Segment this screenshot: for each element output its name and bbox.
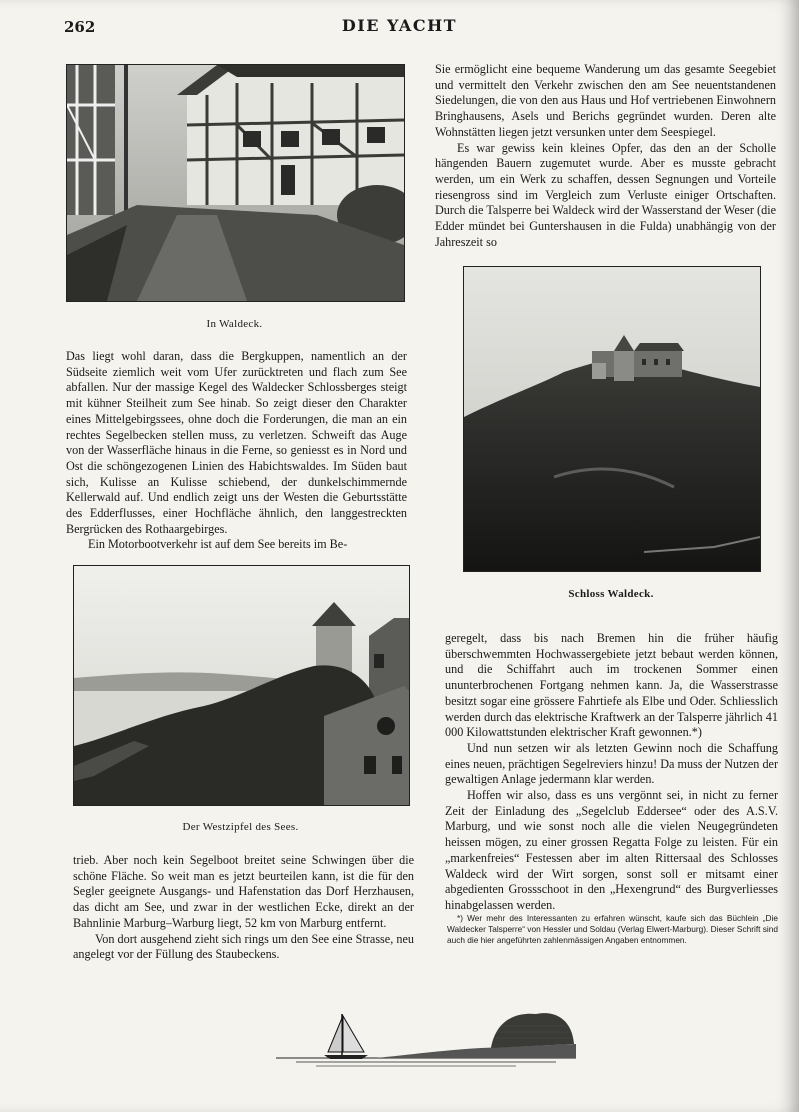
sailboat-vignette [276,1000,576,1072]
right-column-text-1 [435,62,776,250]
paragraph: Sie ermöglicht eine bequeme Wanderung um das gesamte Seegebiet und vermittelt den Verkehr zwischen den am See neuentstandenen Siedelungen, die von den aus Haus und Hof vertriebenen Einwohnern Bringhausens, Asels und Berichs gegründet wurden. Deren alte Wohnstätten liegen jetzt versunken unter dem Seespiegel. [435,62,776,139]
village-caption: In Waldeck. [206,318,263,330]
paragraph: Hoffen wir also, dass es uns vergönnt sei, in nicht zu ferner Zeit der Einladung des „Segelclub Eddersee“ oder des A.S.V. Marburg, und wie sonst noch alle die vielen Neugegründeten heissen mögen, zu einer grossen Regatta Folge zu leisten. Für ein „markenfreies“ Festessen aber im alten Rittersaal des Schlosses Waldeck wird der Wirt sorgen, sonst soll er mitsamt einer abgedienten Grossschoot in den „Hexengrund“ des Burgverliesses hinabgelassen werden. [445,788,778,912]
footnote [447,913,778,946]
lake-photo [73,565,410,806]
village-street-photo [66,64,405,302]
paragraph: Es war gewiss kein kleines Opfer, das den an der Scholle hängenden Bauern zugemutet wurde. Aber es musste gebracht werden, um ein Werk zu schaffen, dessen Segnungen und Vorteile riesengross sind im Vergleich zum Verluste einiger Ortschaften. Durch die Talsperre bei Waldeck wird der Wasserstand der Weser (die Edder mündet bei Guntershausen in die Fulda) unabhängig von der Jahreszeit so [435,140,776,249]
running-title: DIE YACHT [341,16,458,35]
paragraph: geregelt, dass bis nach Bremen hin die früher häufig überschwemmten Hochwassergebiete jetzt bebaut werden können, und die Schiffahrt auch im trockenen Sommer einen ununterbrochenen Fortgang nehmen kann. Ja, die Wasserstrasse besitzt sogar eine grössere Fahrtiefe als Elbe und Oder. Schliesslich werden durch das elektrische Kraftwerk an der Talsperre jährlich 41 000 Kilowattstunden elektrischer Kraft gewonnen.*) [445,631,778,740]
left-column-text-1 [66,349,407,553]
paragraph: Das liegt wohl daran, dass die Bergkuppen, namentlich an der Südseite ziemlich weit vom Ufer zurücktreten und flach zum See abfallen. Nur der massige Kegel des Waldecker Schlossberges steigt mit kühner Steilheit zum See hinab. So zeigt dieser den Charakter eines Mittelgebirgssees, ohne doch die Forderungen, die man an ein rechtes Segelbecken stellen muss, zu verletzen. Schweift das Auge von der Wasserfläche hinaus in die Ferne, so geniesst es in Nord und Ost die schöngezogenen Linien des Habichtswaldes. Im Süden baut sich, Kulisse an Kulisse schiebend, der dunkelschimmernde Kellerwald auf. Und endlich zeigt uns der Westen die Geburtsstätte des Edderflusses, einer Hochfläche ähnlich, den langgestreckten Bergrücken des Rothaargebirges. [66,349,407,536]
castle-caption: Schloss Waldeck. [568,588,654,600]
paragraph: Von dort ausgehend zieht sich rings um den See eine Strasse, neu angelegt vor der Füllung des Staubeckens. [73,931,414,962]
paragraph: Und nun setzen wir als letzten Gewinn noch die Schaffung eines neuen, prächtigen Segelreviers hinzu! Da muss der Nutzen der gewaltigen Anlage jedermann klar werden. [445,740,779,787]
right-column-text-2 [445,631,778,914]
paragraph: trieb. Aber noch kein Segelboot breitet seine Schwingen über die schöne Fläche. So weit man es jetzt beurteilen kann, ist die für den Segler geeignete Ausgangs- und Hafenstation das Dorf Herzhausen, das dicht am See, und zwar in der westlichen Ecke, direkt an der Bahnlinie Marburg–Warburg liegt, 52 km von Marburg entfernt. [73,853,414,930]
castle-photo [463,266,761,572]
paragraph: Ein Motorbootverkehr ist auf dem See bereits im Be- [88,537,348,552]
lake-caption: Der Westzipfel des Sees. [182,821,299,833]
left-column-text-2 [73,853,414,963]
page-number: 262 [64,18,96,36]
footnote-text: *) Wer mehr des Interessanten zu erfahren wünscht, kaufe sich das Büchlein „Die Waldecker Talsperre“ von Hessler und Soldau (Verlag Elwert-Marburg). Dieser Schrift sind auch die hier angeführten zahlenmässigen Angaben entnommen. [447,913,778,945]
